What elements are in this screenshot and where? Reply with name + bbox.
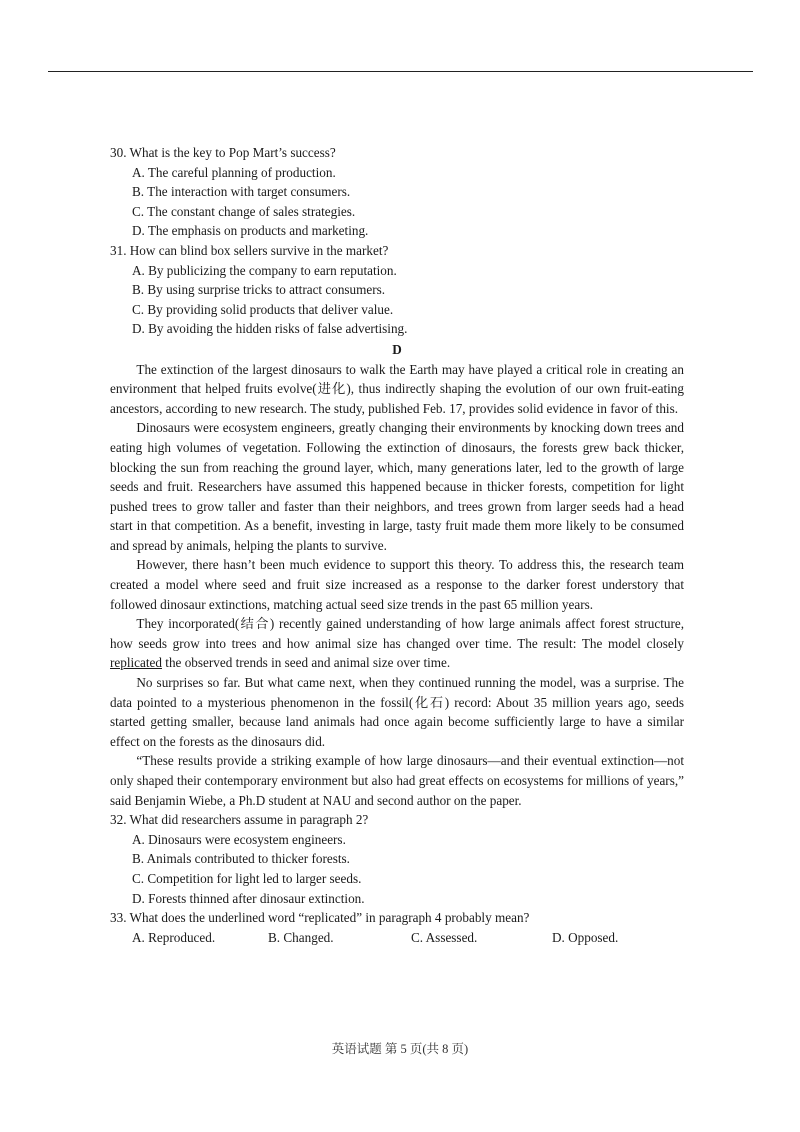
- question-31-option-b: B. By using surprise tricks to attract consumers.: [132, 282, 386, 298]
- question-30-option-b: B. The interaction with target consumers.: [132, 184, 351, 200]
- question-33: [110, 908, 684, 947]
- passage-paragraph-6: “These results provide a striking example of how large dinosaurs—and their eventual extinction—not only shaped their contemporary environment but also had great effects on ecosystems for millions of years,” said Benjamin Wiebe, a Ph.D student at NAU and second author on the paper.: [110, 753, 684, 808]
- question-32-stem: 32. What did researchers assume in paragraph 2?: [110, 812, 369, 828]
- passage-paragraph-1: The extinction of the largest dinosaurs to walk the Earth may have played a critical role in creating an environment that helped fruits evolve(进化), thus indirectly shaping the evolution of our own fruit-eating ancestors, according to new research. The study, published Feb. 17, provides solid evidence in favor of this.: [110, 361, 684, 416]
- question-30-option-a: A. The careful planning of production.: [132, 164, 336, 180]
- question-33-stem: 33. What does the underlined word “replicated” in paragraph 4 probably mean?: [110, 910, 530, 926]
- passage-paragraph-4: [110, 614, 684, 673]
- question-32-option-c: C. Competition for light led to larger seeds.: [132, 870, 362, 886]
- question-30-option-c: C. The constant change of sales strategies.: [132, 203, 356, 219]
- question-31-stem: 31. How can blind box sellers survive in the market?: [110, 242, 389, 258]
- question-32-option-b: B. Animals contributed to thicker forests.: [132, 851, 350, 867]
- question-33-option-a: A. Reproduced.: [132, 929, 216, 945]
- question-31-option-a: A. By publicizing the company to earn reputation.: [132, 262, 397, 278]
- question-33-option-d: D. Opposed.: [552, 929, 619, 945]
- question-31-option-d: D. By avoiding the hidden risks of false advertising.: [132, 321, 408, 337]
- question-30-stem: 30. What is the key to Pop Mart’s success?: [110, 145, 336, 160]
- underlined-word-replicated: replicated: [110, 655, 162, 671]
- question-30: [110, 143, 684, 241]
- page-content: [110, 143, 684, 947]
- paragraph-4-text-before: They incorporated(结合) recently gained understanding of how large animals affect forest structure, how seeds grow into trees and how animal size has changed over time. The result: The model closely: [110, 616, 684, 651]
- question-32: [110, 810, 684, 908]
- passage-paragraph-3: However, there hasn’t been much evidence to support this theory. To address this, the research team created a model where seed and fruit size increased as a response to the darker forest understory that followed dinosaur extinctions, matching actual seed size trends in the past 65 million years.: [110, 557, 684, 612]
- question-30-option-d: D. The emphasis on products and marketing.: [132, 223, 369, 239]
- top-rule: [48, 71, 753, 72]
- question-31-option-c: C. By providing solid products that deliver value.: [132, 301, 394, 317]
- question-32-option-d: D. Forests thinned after dinosaur extinction.: [132, 890, 365, 906]
- page-footer: 英语试题 第 5 页(共 8 页): [331, 1042, 469, 1056]
- question-33-options: [110, 928, 684, 948]
- passage-paragraph-5: No surprises so far. But what came next, when they continued running the model, was a surprise. The data pointed to a mysterious phenomenon in the fossil(化石) record: About 35 million years ago, seeds started getting smaller, because land animals had once again become sufficiently large to have a similar effect on the forests as the dinosaurs did.: [110, 675, 684, 749]
- passage-heading: D: [392, 341, 402, 357]
- paragraph-4-text-after: the observed trends in seed and animal size over time.: [161, 655, 451, 671]
- question-32-option-a: A. Dinosaurs were ecosystem engineers.: [132, 831, 346, 847]
- question-33-option-b: B. Changed.: [268, 929, 334, 945]
- passage-paragraph-2: Dinosaurs were ecosystem engineers, greatly changing their environments by knocking down trees and eating high volumes of vegetation. Following the extinction of dinosaurs, the forests grew back thicker, blocking the sun from reaching the ground layer, which, many generations later, led to the growth of large seeds and fruit. Researchers have assumed this happened because in thicker forests, competition for light pushed trees to grow taller and faster than their neighbors, and trees grown from larger seeds had a head start in that competition. As a benefit, investing in large, tasty fruit made them more likely to be consumed and spread by animals, helping the plants to survive.: [110, 420, 684, 553]
- question-33-option-c: C. Assessed.: [411, 929, 478, 945]
- question-31: [110, 241, 684, 339]
